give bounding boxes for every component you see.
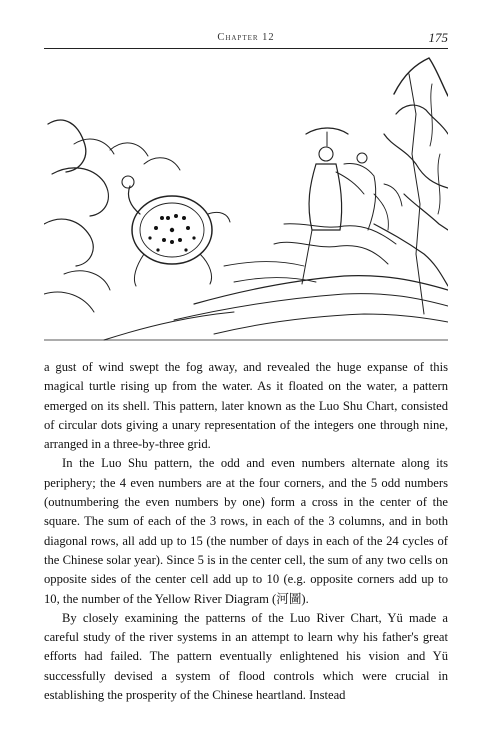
paragraph-1: a gust of wind swept the fog away, and revealed the huge expanse of this magical turtle rising up from the water. As it floated on the water, a pattern emerged on its shell. This pattern, later known as the Luo Shu Chart, consisted of circular dots giving a unary representation of the integers one through nine, arranged in a three-by-three grid. xyxy=(44,360,448,452)
page-number: 175 xyxy=(428,30,448,45)
illustration-turtle-emerging-from-river xyxy=(44,54,448,346)
chapter-title: Chapter 12 xyxy=(217,32,275,43)
body-text xyxy=(44,358,448,705)
running-header xyxy=(44,30,448,50)
paragraph-2: In the Luo Shu pattern, the odd and even numbers alternate along its periphery; the 4 even numbers are at the four corners, and the 5 odd numbers (outnumbering the even numbers by one) form a cross in the center of the square. The sum of each of the 3 rows, in each of the 3 columns, and in both diagonal rows, all add up to 15 (the number of days in each of the 24 cycles of the Chinese solar year). Since 5 is in the center cell, the sum of any two cells on opposite sides of the center cell add up to 10 (e.g. opposite corners add up to 10, the number of the Yellow River Diagram (河圖). xyxy=(44,456,448,606)
paragraph-3: By closely examining the patterns of the Luo River Chart, Yü made a careful study of the river systems in an attempt to learn why his father's great efforts had failed. The pattern eventually enlightened his vision and Yü successfully devised a system of flood controls which were crucial in establishing the prosperity of the Chinese heartland. Instead xyxy=(44,610,448,703)
header-rule xyxy=(44,48,448,49)
